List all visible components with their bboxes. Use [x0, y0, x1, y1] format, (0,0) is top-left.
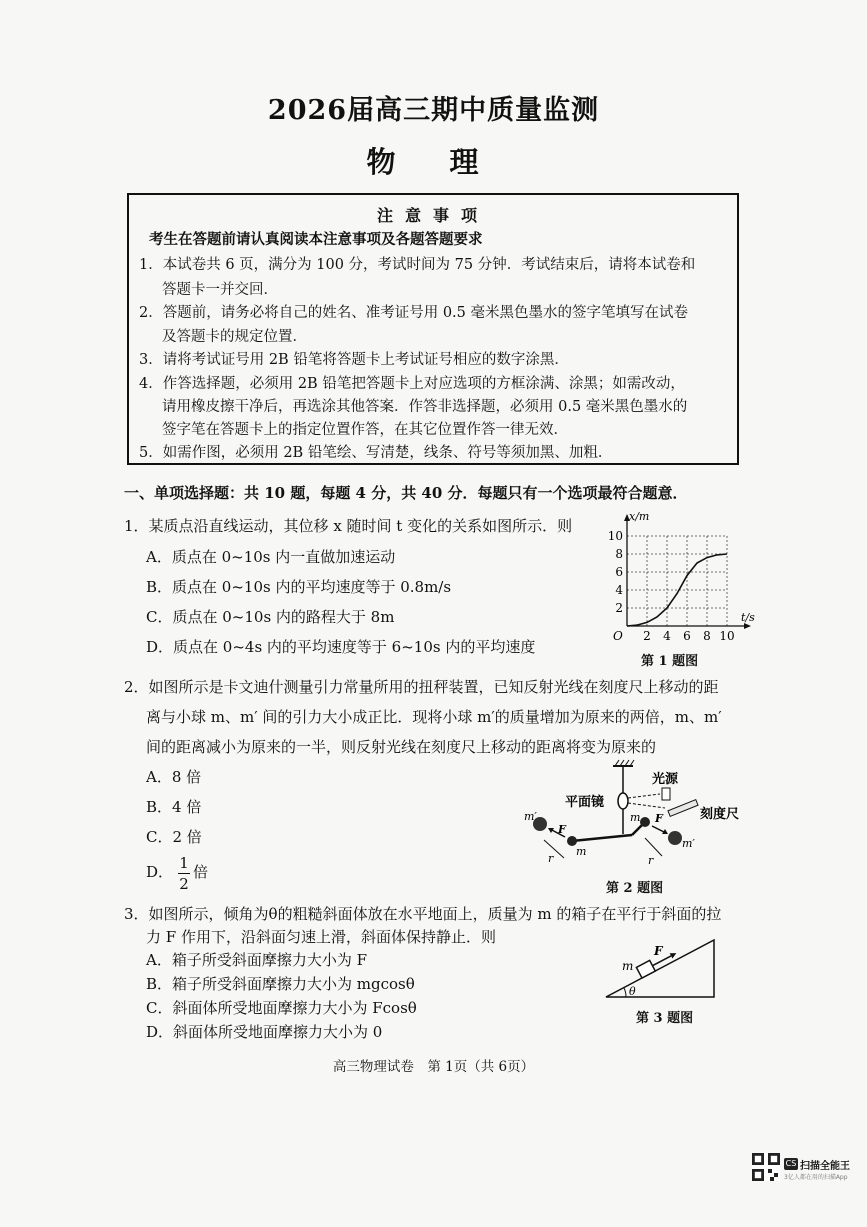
y-tick-label: 6: [615, 565, 623, 579]
force-arrowhead: [670, 950, 678, 958]
q1-option-c: C．质点在 0~10s 内的路程大于 8m: [146, 608, 395, 626]
q1-stem: 1．某质点沿直线运动，其位移 x 随时间 t 变化的关系如图所示．则: [124, 517, 573, 535]
incident-ray: [628, 794, 660, 798]
q2-option-b: B．4 倍: [146, 798, 202, 816]
label-m-prime: m′: [524, 810, 537, 823]
light-source-icon: [662, 788, 670, 800]
q2-option-d-prefix: D．: [146, 863, 174, 881]
x-axis-label: t/s: [741, 611, 755, 624]
mirror-icon: [618, 793, 628, 809]
ruler-icon: [668, 800, 698, 817]
label-F: F: [558, 823, 566, 836]
exam-subject: 物 理: [366, 145, 501, 179]
notice-line: 及答题卡的规定位置．: [162, 329, 307, 345]
qr-code-icon: [752, 1153, 780, 1181]
reflected-ray: [628, 803, 665, 808]
small-ball-m-right: [640, 817, 650, 827]
q2-option-a: A．8 倍: [146, 768, 202, 786]
q2-option-d-fraction: [178, 854, 190, 893]
notice-title: 注意事项: [376, 206, 489, 225]
x-tick-label: 10: [719, 629, 735, 643]
notice-subtitle: 考生在答题前请认真阅读本注意事项及各题答题要求: [149, 231, 483, 248]
fraction-bar: [178, 873, 190, 874]
label-r: r: [648, 854, 654, 867]
y-tick-label: 8: [615, 547, 623, 561]
q1-option-b: B．质点在 0~10s 内的平均速度等于 0.8m/s: [146, 578, 452, 596]
q1-caption: 第 1 题图: [641, 654, 699, 669]
x-tick-label: 2: [643, 629, 651, 643]
q1-option-a: A．质点在 0~10s 内一直做加速运动: [146, 548, 396, 566]
label-F: F: [655, 812, 663, 825]
notice-line: 签字笔在答题卡上的指定位置作答，在其它位置作答一律无效．: [162, 422, 568, 438]
label-m: m: [630, 811, 641, 824]
q3-option-d: D．斜面体所受地面摩擦力大小为 0: [146, 1023, 383, 1041]
q1-xt-chart: [600, 508, 760, 648]
y-tick-label: 2: [615, 601, 623, 615]
y-axis-label: x/m: [629, 510, 650, 523]
q2-caption: 第 2 题图: [606, 881, 664, 896]
q3-incline-figure: [600, 935, 725, 1000]
label-m-prime: m′: [682, 837, 695, 850]
notice-line: 4．作答选择题，必须用 2B 铅笔把答题卡上对应选项的方框涂满、涂黑；如需改动，: [139, 376, 685, 392]
origin-label: O: [613, 629, 623, 643]
large-ball-m-prime-right: [668, 831, 682, 845]
x-tick-label: 4: [663, 629, 671, 643]
y-tick-label: 10: [607, 529, 623, 543]
q2-stem-line1: 2．如图所示是卡文迪什测量引力常量所用的扭秤装置，已知反射光线在刻度尺上移动的距: [124, 678, 719, 696]
label-F: F: [654, 944, 663, 958]
q2-stem-line3: 间的距离减小为原来的一半，则反射光线在刻度尺上移动的距离将变为原来的: [146, 738, 657, 756]
box-icon: [636, 960, 655, 978]
label-theta: θ: [629, 985, 636, 998]
distance-r-left: [544, 840, 564, 858]
notice-line: 答题卡一并交回．: [162, 282, 278, 298]
x-tick-label: 6: [683, 629, 691, 643]
page-footer: 高三物理试卷 第 1页（共 6页）: [332, 1059, 535, 1075]
q3-stem-line1: 3．如图所示，倾角为θ的粗糙斜面体放在水平地面上，质量为 m 的箱子在平行于斜面的拉: [124, 905, 722, 923]
label-m: m: [576, 845, 587, 858]
scanner-logo-icon: CS: [785, 1159, 797, 1168]
angle-arc: [624, 988, 626, 997]
q3-option-c: C．斜面体所受地面摩擦力大小为 Fcosθ: [146, 999, 417, 1017]
q2-stem-line2: 离与小球 m、m′ 间的引力大小成正比．现将小球 m′的质量增加为原来的两倍，m、m′: [146, 708, 722, 726]
x-tick-label: 8: [703, 629, 711, 643]
fraction-numerator: 1: [179, 854, 189, 872]
notice-line: 请用橡皮擦干净后，再选涂其他答案．作答非选择题，必须用 0.5 毫米黑色墨水的: [162, 399, 688, 415]
q3-option-b: B．箱子所受斜面摩擦力大小为 mgcosθ: [146, 975, 415, 993]
notice-line: 3．请将考试证号用 2B 铅笔将答题卡上考试证号相应的数字涂黑．: [139, 352, 569, 368]
scanner-brand-text: 扫描全能王: [800, 1161, 850, 1172]
notice-line: 5．如需作图，必须用 2B 铅笔绘、写清楚，线条、符号等须加黑、加粗．: [139, 445, 613, 461]
label-m: m: [622, 959, 634, 973]
exam-title: 2026届高三期中质量监测: [267, 95, 600, 126]
q2-option-d-suffix: 倍: [193, 863, 209, 881]
q3-caption: 第 3 题图: [636, 1011, 694, 1026]
q2-torsion-balance-figure: [520, 758, 770, 873]
section-heading: 一、单项选择题：共 10 题，每题 4 分，共 40 分．每题只有一个选项最符合题意．: [124, 484, 688, 502]
scanner-tagline: 3亿人都在用的扫描App: [784, 1174, 848, 1181]
fraction-denominator: 2: [179, 875, 189, 893]
notice-box: [127, 193, 739, 465]
q2-option-c: C．2 倍: [146, 828, 202, 846]
notice-line: 1．本试卷共 6 页，满分为 100 分，考试时间为 75 分钟．考试结束后，请将本试卷和: [139, 257, 696, 273]
q3-stem-line2: 力 F 作用下，沿斜面匀速上滑，斜面体保持静止．则: [146, 928, 496, 946]
y-tick-label: 4: [615, 583, 623, 597]
label-r: r: [548, 852, 554, 865]
torsion-rod: [572, 835, 632, 841]
q1-option-d: D．质点在 0~4s 内的平均速度等于 6~10s 内的平均速度: [146, 638, 536, 656]
notice-line: 2．答题前，请务必将自己的姓名、准考证号用 0.5 毫米黑色墨水的签字笔填写在试卷: [139, 305, 689, 321]
q3-option-a: A．箱子所受斜面摩擦力大小为 F: [146, 951, 368, 969]
mirror-label: 平面镜: [565, 795, 605, 810]
ruler-label: 刻度尺: [700, 807, 740, 822]
light-source-label: 光源: [652, 772, 679, 787]
